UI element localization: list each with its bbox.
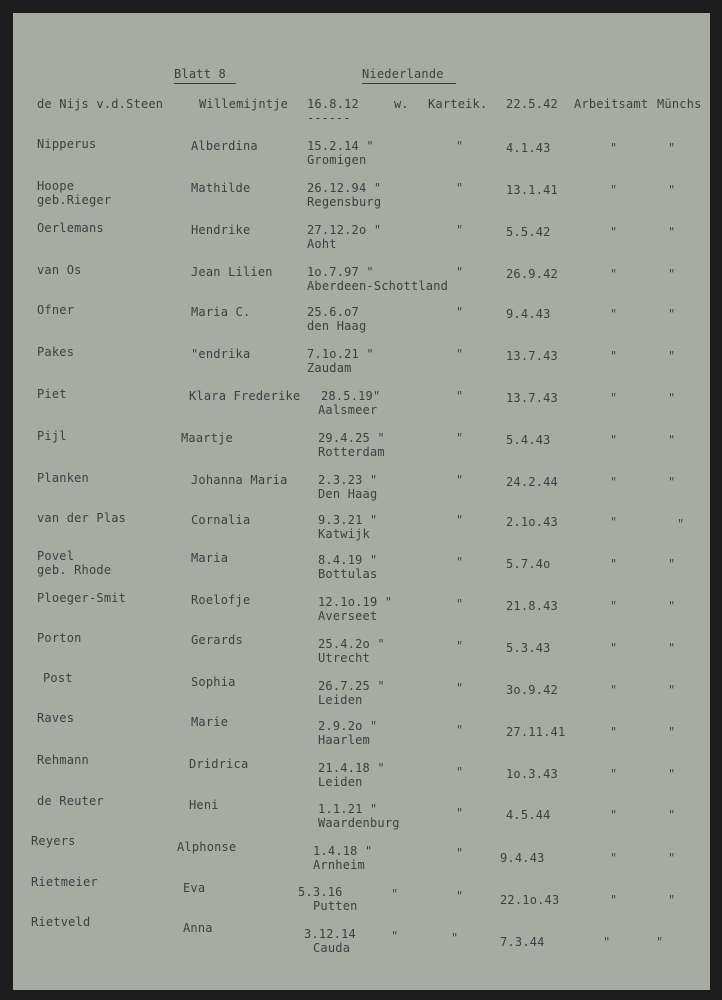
row-office-ditto: " (610, 725, 618, 739)
row-city-ditto: " (668, 808, 676, 822)
row-ditto-mark: " (456, 139, 464, 153)
row-date: 1o.3.43 (506, 767, 558, 781)
row-date: 9.4.43 (500, 851, 545, 865)
row-first-name: Johanna Maria (191, 473, 288, 487)
row-first-name: Anna (183, 921, 213, 935)
row-date: 5.3.43 (506, 641, 551, 655)
row-office-ditto: " (610, 307, 618, 321)
row-city-ditto: " (668, 893, 676, 907)
first-row-surname: de Nijs v.d.Steen (37, 97, 164, 111)
row-ditto-mark: " (456, 431, 464, 445)
row-birth-date: 2.9.2o " (318, 719, 378, 733)
row-ditto-mark: " (456, 639, 464, 653)
row-birth-place: Den Haag (318, 487, 378, 501)
row-first-name: Eva (183, 881, 206, 895)
row-office-ditto: " (610, 893, 618, 907)
row-office-ditto: " (610, 557, 618, 571)
row-surname: Hoope (37, 179, 75, 193)
row-first-name: Klara Frederike (189, 389, 301, 403)
row-birth-place: Putten (313, 899, 358, 913)
row-ditto-mark: " (456, 265, 464, 279)
row-first-name: Marie (191, 715, 229, 729)
row-ditto-mark: " (456, 473, 464, 487)
row-date: 7.3.44 (500, 935, 545, 949)
row-birth-place: Aberdeen-Schottland (307, 279, 449, 293)
row-first-name: Roelofje (191, 593, 251, 607)
country-heading-underline (362, 83, 456, 84)
row-city-ditto: " (668, 767, 676, 781)
row-surname: Pijl (37, 429, 67, 443)
row-office-ditto: " (610, 267, 618, 281)
row-surname: van Os (37, 263, 82, 277)
row-birth-place: Regensburg (307, 195, 382, 209)
row-first-name: Dridrica (189, 757, 249, 771)
row-birth-place: Waardenburg (318, 816, 400, 830)
row-first-name: Alphonse (177, 840, 237, 854)
row-city-ditto: " (668, 433, 676, 447)
row-ditto-mark: " (456, 846, 464, 860)
row-birth-place: Arnheim (313, 858, 365, 872)
row-date: 26.9.42 (506, 267, 558, 281)
row-ditto-mark: " (456, 681, 464, 695)
row-surname-secondary: geb. Rhode (37, 563, 112, 577)
row-office-ditto: " (610, 641, 618, 655)
row-office-ditto: " (603, 935, 611, 949)
row-city-ditto: " (668, 225, 676, 239)
row-birth-date: 12.1o.19 " (318, 595, 393, 609)
row-birth-place: Katwijk (318, 527, 370, 541)
row-city-ditto: " (668, 183, 676, 197)
row-office-ditto: " (610, 851, 618, 865)
row-surname: Povel (37, 549, 75, 563)
row-birth-date: 1.1.21 " (318, 802, 378, 816)
row-surname: Piet (37, 387, 67, 401)
row-date: 13.1.41 (506, 183, 558, 197)
row-first-name: Heni (189, 798, 219, 812)
row-first-name: Hendrike (191, 223, 251, 237)
row-date: 13.7.43 (506, 391, 558, 405)
row-birth-date: 26.7.25 " (318, 679, 385, 693)
row-date: 4.5.44 (506, 808, 551, 822)
row-ditto-mark: " (456, 765, 464, 779)
row-birth-place: Gromigen (307, 153, 367, 167)
row-birth-date: 8.4.19 " (318, 553, 378, 567)
row-city-ditto: " (668, 141, 676, 155)
row-birth-place: Cauda (313, 941, 351, 955)
row-surname: van der Plas (37, 511, 127, 525)
row-surname: Rietveld (31, 915, 91, 929)
row-first-name: Sophia (191, 675, 236, 689)
row-birth-date: 26.12.94 " (307, 181, 382, 195)
row-office-ditto: " (610, 349, 618, 363)
row-date: 9.4.43 (506, 307, 551, 321)
row-birth-place: Haarlem (318, 733, 370, 747)
row-surname: Raves (37, 711, 75, 725)
row-birth-place: Leiden (318, 775, 363, 789)
row-office-ditto: " (610, 433, 618, 447)
row-first-name: Gerards (191, 633, 243, 647)
row-ditto-mark: " (456, 889, 464, 903)
row-city-ditto: " (668, 391, 676, 405)
row-date: 5.5.42 (506, 225, 551, 239)
row-surname: Post (43, 671, 73, 685)
row-ditto-mark: " (456, 305, 464, 319)
row-birth-date: 29.4.25 " (318, 431, 385, 445)
row-birth-place: Zaudam (307, 361, 352, 375)
row-city-ditto: " (668, 725, 676, 739)
row-city-ditto: " (668, 599, 676, 613)
row-birth-place: Aoht (307, 237, 337, 251)
row-birth-date: 25.4.2o " (318, 637, 385, 651)
row-birth-date: 15.2.14 " (307, 139, 374, 153)
row-birth-date: 9.3.21 " (318, 513, 378, 527)
row-office-ditto: " (610, 183, 618, 197)
row-office-ditto: " (610, 225, 618, 239)
row-city-ditto: " (668, 851, 676, 865)
row-birth-date: 21.4.18 " (318, 761, 385, 775)
row-date: 21.8.43 (506, 599, 558, 613)
row-surname: Ploeger-Smit (37, 591, 127, 605)
row-birth-place: Rotterdam (318, 445, 385, 459)
row-birth-place: den Haag (307, 319, 367, 333)
row-date: 5.4.43 (506, 433, 551, 447)
row-office-ditto: " (610, 391, 618, 405)
row-birth-date: 3.12.14 (304, 927, 356, 941)
row-ditto-mark: " (456, 597, 464, 611)
row-birth-date: 1o.7.97 " (307, 265, 374, 279)
row-date: 4.1.43 (506, 141, 551, 155)
row-office-ditto: " (610, 599, 618, 613)
row-city-ditto: " (677, 517, 685, 531)
row-city-ditto: " (668, 475, 676, 489)
first-row-dash-line: ------ (307, 111, 351, 125)
row-birth-place: Bottulas (318, 567, 378, 581)
row-ditto-mark: " (456, 513, 464, 527)
first-row-first-name: Willemijntje (199, 97, 289, 111)
first-row-date: 22.5.42 (506, 97, 558, 111)
row-surname: Oerlemans (37, 221, 104, 235)
row-city-ditto: " (668, 307, 676, 321)
row-city-ditto: " (668, 267, 676, 281)
row-office-ditto: " (610, 475, 618, 489)
first-row-office: Arbeitsamt (574, 97, 649, 111)
row-ditto-mark: " (456, 389, 464, 403)
row-birth-date: 25.6.o7 (307, 305, 359, 319)
row-first-name: Maartje (181, 431, 233, 445)
row-birth-place: Utrecht (318, 651, 370, 665)
row-office-ditto: " (610, 141, 618, 155)
row-surname: Porton (37, 631, 82, 645)
row-birth-place: Leiden (318, 693, 363, 707)
row-city-ditto: " (668, 557, 676, 571)
row-ditto-mark: " (456, 223, 464, 237)
row-first-name: Mathilde (191, 181, 251, 195)
row-date: 22.1o.43 (500, 893, 560, 907)
sheet-label-underline (174, 83, 236, 84)
row-office-ditto: " (610, 515, 618, 529)
row-first-name: Cornalia (191, 513, 251, 527)
row-city-ditto: " (668, 683, 676, 697)
row-date: 24.2.44 (506, 475, 558, 489)
row-first-name: Jean Lilien (191, 265, 273, 279)
row-surname: de Reuter (37, 794, 104, 808)
row-first-name: Maria C. (191, 305, 251, 319)
row-surname: Planken (37, 471, 89, 485)
row-ditto-mark: " (456, 181, 464, 195)
row-ditto-mark: " (451, 931, 459, 945)
row-birth-date: 28.5.19" (321, 389, 381, 403)
first-row-sex: w. (394, 97, 409, 111)
document-sheet (13, 13, 710, 990)
row-city-ditto: " (668, 349, 676, 363)
first-row-source: Karteik. (428, 97, 488, 111)
row-birth-place: Averseet (318, 609, 378, 623)
row-surname: Reyers (31, 834, 76, 848)
row-ditto-mark: " (391, 929, 399, 943)
row-date: 2.1o.43 (506, 515, 558, 529)
first-row-birth-date: 16.8.12 (307, 97, 359, 111)
row-surname: Rehmann (37, 753, 89, 767)
row-office-ditto: " (610, 683, 618, 697)
row-date: 27.11.41 (506, 725, 566, 739)
row-surname-secondary: geb.Rieger (37, 193, 112, 207)
row-birth-date: 1.4.18 " (313, 844, 373, 858)
row-surname: Nipperus (37, 137, 97, 151)
row-first-name: Maria (191, 551, 229, 565)
row-date: 3o.9.42 (506, 683, 558, 697)
row-ditto-mark: " (391, 887, 399, 901)
row-birth-place: Aalsmeer (318, 403, 378, 417)
sheet-label: Blatt 8 (174, 67, 226, 81)
row-office-ditto: " (610, 808, 618, 822)
row-ditto-mark: " (456, 806, 464, 820)
row-ditto-mark: " (456, 347, 464, 361)
row-city-ditto: " (656, 935, 664, 949)
row-office-ditto: " (610, 767, 618, 781)
row-surname: Pakes (37, 345, 75, 359)
row-first-name: Alberdina (191, 139, 258, 153)
row-surname: Rietmeier (31, 875, 98, 889)
row-city-ditto: " (668, 641, 676, 655)
row-date: 5.7.4o (506, 557, 551, 571)
row-birth-date: 5.3.16 (298, 885, 343, 899)
row-ditto-mark: " (456, 555, 464, 569)
row-ditto-mark: " (456, 723, 464, 737)
first-row-city: Münchs (657, 97, 702, 111)
country-heading: Niederlande (362, 67, 444, 81)
row-birth-date: 2.3.23 " (318, 473, 378, 487)
row-surname: Ofner (37, 303, 75, 317)
row-birth-date: 7.1o.21 " (307, 347, 374, 361)
row-date: 13.7.43 (506, 349, 558, 363)
row-birth-date: 27.12.2o " (307, 223, 382, 237)
row-first-name: "endrika (191, 347, 251, 361)
